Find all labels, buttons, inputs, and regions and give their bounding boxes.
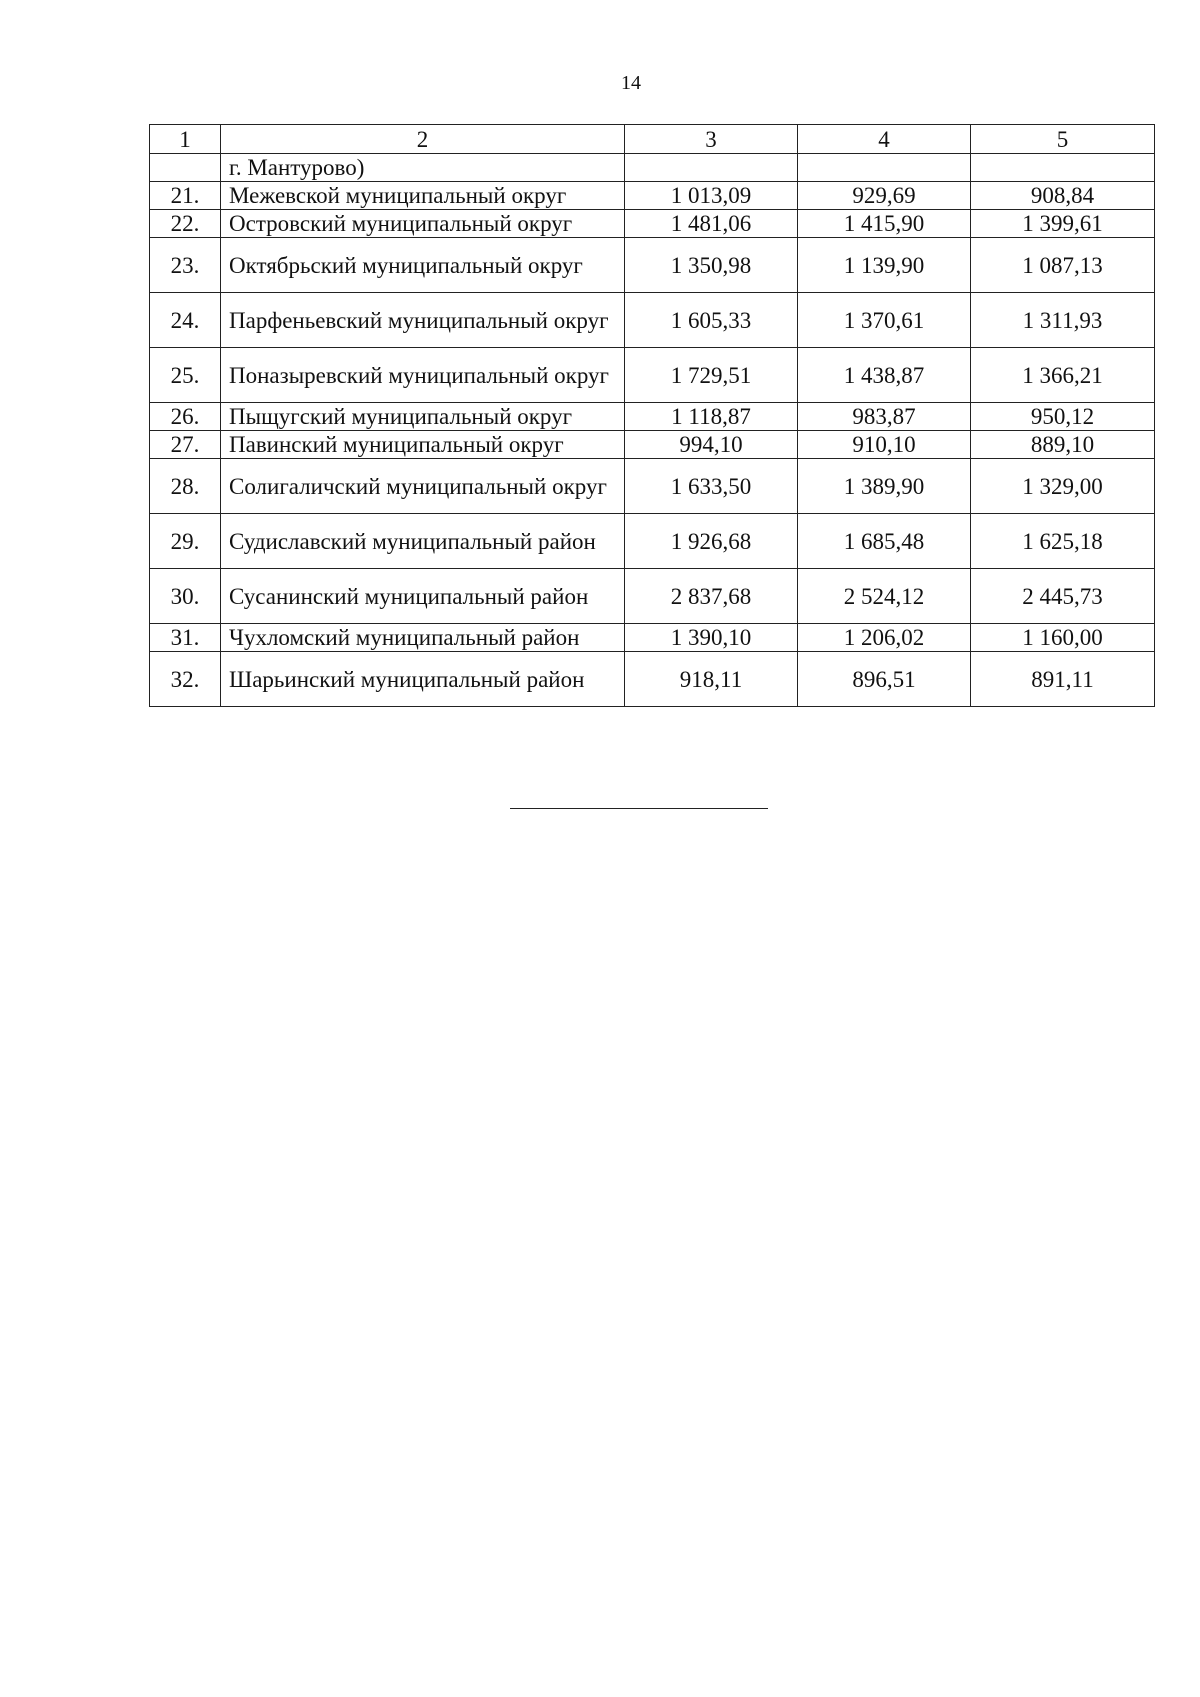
value-col-3: 1 481,06	[625, 210, 798, 238]
value-col-3: 1 013,09	[625, 182, 798, 210]
table-body	[150, 154, 1155, 707]
row-number	[150, 154, 221, 182]
table-row	[150, 459, 1155, 514]
value-col-5: 1 160,00	[971, 624, 1155, 652]
value-col-3	[625, 154, 798, 182]
value-col-4: 1 438,87	[798, 348, 971, 403]
table-row	[150, 569, 1155, 624]
municipality-name: Чухломский муниципальный район	[221, 624, 625, 652]
value-col-5: 1 399,61	[971, 210, 1155, 238]
end-rule	[510, 808, 768, 809]
row-number: 28.	[150, 459, 221, 514]
row-number: 22.	[150, 210, 221, 238]
municipality-name: Парфеньевский муниципальный округ	[221, 293, 625, 348]
value-col-4	[798, 154, 971, 182]
value-col-4: 910,10	[798, 431, 971, 459]
value-col-4: 983,87	[798, 403, 971, 431]
municipality-name: Межевской муниципальный округ	[221, 182, 625, 210]
row-number: 23.	[150, 238, 221, 293]
municipality-name: г. Мантурово)	[221, 154, 625, 182]
value-col-4: 896,51	[798, 652, 971, 707]
value-col-3: 1 118,87	[625, 403, 798, 431]
value-col-5: 1 311,93	[971, 293, 1155, 348]
row-number: 27.	[150, 431, 221, 459]
value-col-3: 1 605,33	[625, 293, 798, 348]
table-row	[150, 403, 1155, 431]
value-col-4: 1 206,02	[798, 624, 971, 652]
value-col-5: 2 445,73	[971, 569, 1155, 624]
value-col-5: 1 087,13	[971, 238, 1155, 293]
table-row	[150, 293, 1155, 348]
value-col-4: 2 524,12	[798, 569, 971, 624]
value-col-4: 1 139,90	[798, 238, 971, 293]
value-col-5: 950,12	[971, 403, 1155, 431]
municipality-name: Пыщугский муниципальный округ	[221, 403, 625, 431]
municipality-name: Октябрьский муниципальный округ	[221, 238, 625, 293]
value-col-4: 1 370,61	[798, 293, 971, 348]
value-col-3: 1 390,10	[625, 624, 798, 652]
value-col-5: 891,11	[971, 652, 1155, 707]
header-row	[150, 125, 1155, 154]
table-row	[150, 348, 1155, 403]
value-col-5: 889,10	[971, 431, 1155, 459]
value-col-3: 1 926,68	[625, 514, 798, 569]
data-table	[149, 124, 1155, 707]
table-row	[150, 624, 1155, 652]
header-cell-1: 1	[150, 125, 221, 154]
municipality-name: Павинский муниципальный округ	[221, 431, 625, 459]
table-row	[150, 182, 1155, 210]
header-cell-5: 5	[971, 125, 1155, 154]
value-col-3: 1 729,51	[625, 348, 798, 403]
value-col-5: 908,84	[971, 182, 1155, 210]
value-col-4: 1 685,48	[798, 514, 971, 569]
row-number: 24.	[150, 293, 221, 348]
table-row	[150, 431, 1155, 459]
page-number: 14	[621, 72, 641, 94]
value-col-3: 1 633,50	[625, 459, 798, 514]
row-number: 31.	[150, 624, 221, 652]
row-number: 29.	[150, 514, 221, 569]
row-number: 26.	[150, 403, 221, 431]
table-row	[150, 210, 1155, 238]
value-col-4: 1 415,90	[798, 210, 971, 238]
value-col-3: 1 350,98	[625, 238, 798, 293]
table-row	[150, 652, 1155, 707]
header-cell-4: 4	[798, 125, 971, 154]
municipality-name: Судиславский муниципальный район	[221, 514, 625, 569]
header-cell-3: 3	[625, 125, 798, 154]
row-number: 30.	[150, 569, 221, 624]
value-col-4: 929,69	[798, 182, 971, 210]
value-col-5: 1 329,00	[971, 459, 1155, 514]
municipality-name: Солигаличский муниципальный округ	[221, 459, 625, 514]
table-row	[150, 238, 1155, 293]
row-number: 32.	[150, 652, 221, 707]
value-col-3: 918,11	[625, 652, 798, 707]
row-number: 25.	[150, 348, 221, 403]
table-row	[150, 154, 1155, 182]
municipality-name: Шарьинский муниципальный район	[221, 652, 625, 707]
value-col-4: 1 389,90	[798, 459, 971, 514]
municipality-name: Сусанинский муниципальный район	[221, 569, 625, 624]
municipality-name: Островский муниципальный округ	[221, 210, 625, 238]
value-col-5	[971, 154, 1155, 182]
row-number: 21.	[150, 182, 221, 210]
value-col-3: 994,10	[625, 431, 798, 459]
value-col-3: 2 837,68	[625, 569, 798, 624]
header-cell-2: 2	[221, 125, 625, 154]
value-col-5: 1 625,18	[971, 514, 1155, 569]
value-col-5: 1 366,21	[971, 348, 1155, 403]
municipality-name: Поназыревский муниципальный округ	[221, 348, 625, 403]
table-row	[150, 514, 1155, 569]
